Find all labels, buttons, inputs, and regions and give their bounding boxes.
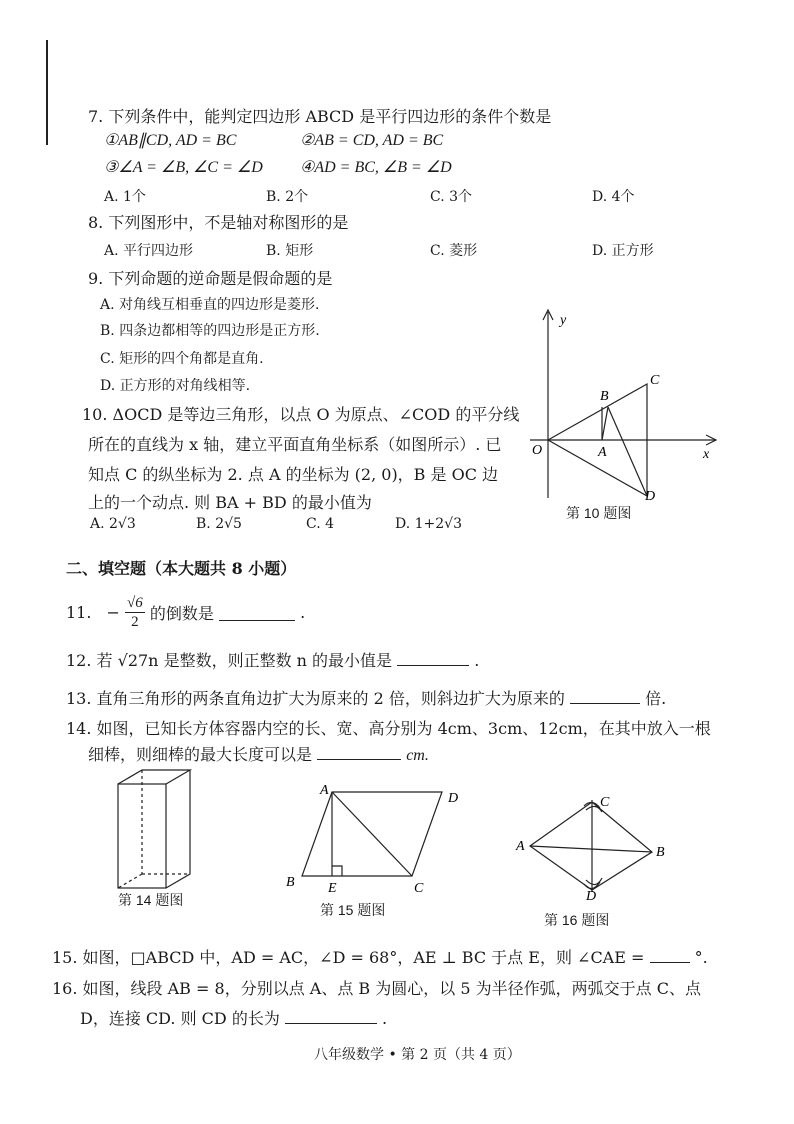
fig16-label-a: A xyxy=(516,839,525,854)
label-d: D xyxy=(645,489,656,504)
q7-condition-3: ③∠A = ∠B, ∠C = ∠D xyxy=(104,159,263,176)
q10-option-b[interactable]: B. 2√5 xyxy=(196,516,242,532)
q11 xyxy=(66,594,305,631)
margin-line xyxy=(46,40,48,145)
q8-option-b[interactable]: B. 矩形 xyxy=(266,243,314,259)
q14-line-1: 14. 如图，已知长方体容器内空的长、宽、高分别为 4cm、3cm、12cm，在其中放入一根 xyxy=(66,719,711,738)
fig15-label-b: B xyxy=(286,875,295,890)
q13 xyxy=(66,686,666,709)
page-footer: 八年级数学 • 第 2 页（共 4 页） xyxy=(314,1047,521,1063)
fig14-cuboid xyxy=(112,764,202,894)
q12-answer-blank[interactable] xyxy=(397,649,469,666)
label-c: C xyxy=(650,373,660,388)
q11-fraction xyxy=(125,594,145,631)
q9-stem: 9. 下列命题的逆命题是假命题的是 xyxy=(88,269,333,288)
q8-option-d[interactable]: D. 正方形 xyxy=(592,243,654,259)
q7-option-d[interactable]: D. 4个 xyxy=(592,189,635,205)
fig15-label-a: A xyxy=(320,783,329,798)
q16-line-1: 16. 如图，线段 AB = 8，分别以点 A、点 B 为圆心，以 5 为半径作弧，两弧交于点 C、点 xyxy=(52,979,701,998)
q10-option-c[interactable]: C. 4 xyxy=(306,516,335,532)
q11-answer-blank[interactable] xyxy=(219,604,295,621)
q14-line-2 xyxy=(88,742,429,765)
section-2-title: 二、填空题（本大题共 8 小题） xyxy=(66,559,297,578)
q8-stem: 8. 下列图形中，不是轴对称图形的是 xyxy=(88,213,349,232)
q13-answer-blank[interactable] xyxy=(570,687,640,704)
q11-numerator: √6 xyxy=(127,595,143,611)
label-x: x xyxy=(703,447,710,462)
q15 xyxy=(52,945,708,968)
fig16-label-d: D xyxy=(586,889,597,902)
segment-ba xyxy=(602,407,608,440)
q15-answer-blank[interactable] xyxy=(650,946,690,963)
q9-option-b[interactable]: B. 四条边都相等的四边形是正方形. xyxy=(100,323,320,339)
q12 xyxy=(66,648,479,671)
fig16-label-b: B xyxy=(656,845,665,860)
q9-option-d[interactable]: D. 正方形的对角线相等. xyxy=(100,378,251,394)
q11-text: 的倒数是 xyxy=(149,604,214,623)
q8-option-c[interactable]: C. 菱形 xyxy=(430,243,478,259)
q7-condition-2: ②AB = CD, AD = BC xyxy=(300,132,444,149)
fig15-label-e: E xyxy=(328,881,337,896)
fig15-parallelogram xyxy=(282,780,472,896)
q12-end: . xyxy=(474,651,480,670)
q11-number: 11. xyxy=(66,603,92,622)
fig16-construction xyxy=(512,790,672,902)
fig14-caption: 第 14 题图 xyxy=(118,892,184,908)
q15-text: 15. 如图，□ABCD 中，AD = AC，∠D = 68°，AE ⊥ BC 于点 E，则 ∠CAE = xyxy=(52,948,645,967)
q11-end: . xyxy=(300,603,306,622)
q11-denominator: 2 xyxy=(131,614,139,630)
q8-option-a[interactable]: A. 平行四边形 xyxy=(104,243,194,259)
q13-text: 13. 直角三角形的两条直角边扩大为原来的 2 倍，则斜边扩大为原来的 xyxy=(66,689,565,708)
q7-option-b[interactable]: B. 2个 xyxy=(266,189,309,205)
q14-end: cm. xyxy=(406,747,429,764)
q10-line-3: 知点 C 的纵坐标为 2. 点 A 的坐标为 (2, 0)，B 是 OC 边 xyxy=(88,465,499,484)
q10-option-d[interactable]: D. 1+2√3 xyxy=(395,516,462,532)
q10-figure xyxy=(520,300,730,505)
q10-option-a[interactable]: A. 2√3 xyxy=(90,516,136,532)
label-a: A xyxy=(598,445,607,460)
q16-line-2 xyxy=(80,1006,387,1029)
q11-minus: − xyxy=(106,603,120,622)
fig16-label-c: C xyxy=(600,795,610,810)
q10-line-2: 所在的直线为 x 轴，建立平面直角坐标系（如图所示）. 已 xyxy=(88,435,502,454)
q7-option-c[interactable]: C. 3个 xyxy=(430,189,473,205)
label-b: B xyxy=(600,389,609,404)
fig15-label-d: D xyxy=(448,791,459,806)
q9-option-c[interactable]: C. 矩形的四个角都是直角. xyxy=(100,351,264,367)
q10-line-4: 上的一个动点. 则 BA + BD 的最小值为 xyxy=(88,493,372,512)
q16-end: . xyxy=(382,1009,388,1028)
q7-option-a[interactable]: A. 1个 xyxy=(104,189,146,205)
q13-end: 倍. xyxy=(645,689,667,708)
q7-condition-1: ①AB∥CD, AD = BC xyxy=(104,132,237,149)
q15-end: °. xyxy=(694,948,708,967)
q10-figure-caption: 第 10 题图 xyxy=(566,505,632,521)
q14-answer-blank[interactable] xyxy=(317,743,401,760)
fig15-label-c: C xyxy=(414,881,424,896)
q14-text: 细棒，则细棒的最大长度可以是 xyxy=(88,745,313,764)
q10-line-1: 10. ΔOCD 是等边三角形，以点 O 为原点、∠COD 的平分线 xyxy=(82,405,520,424)
q7-stem: 7. 下列条件中，能判定四边形 ABCD 是平行四边形的条件个数是 xyxy=(88,107,552,126)
q12-text: 12. 若 √27n 是整数，则正整数 n 的最小值是 xyxy=(66,651,393,670)
fig15-caption: 第 15 题图 xyxy=(320,902,386,918)
q16-text: D，连接 CD. 则 CD 的长为 xyxy=(80,1009,280,1028)
label-y: y xyxy=(560,313,567,328)
q7-condition-4: ④AD = BC, ∠B = ∠D xyxy=(300,159,452,176)
q9-option-a[interactable]: A. 对角线互相垂直的四边形是菱形. xyxy=(100,297,320,313)
q16-answer-blank[interactable] xyxy=(285,1007,377,1024)
segment-bd xyxy=(608,407,647,496)
label-o: O xyxy=(532,443,543,458)
fig16-caption: 第 16 题图 xyxy=(544,912,610,928)
